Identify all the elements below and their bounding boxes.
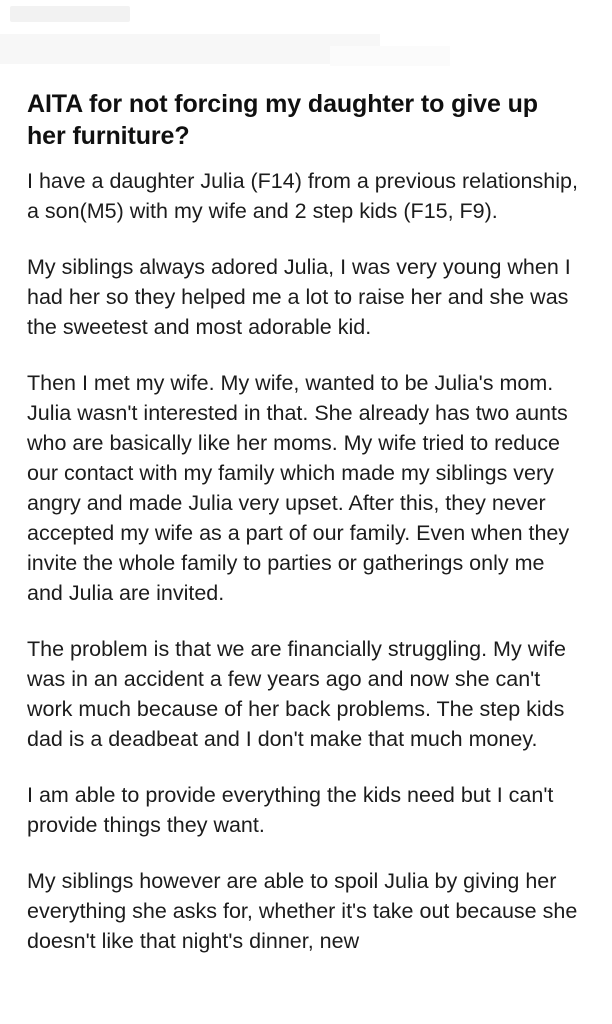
top-artifact-area — [0, 0, 612, 70]
body-paragraph: My siblings always adored Julia, I was very young when I had her so they helped me a lot to raise her and she was the sweetest and most adorable kid. — [27, 255, 571, 339]
post-body — [27, 88, 583, 956]
body-paragraph: The problem is that we are financially struggling. My wife was in an accident a few years ago and now she can't work much because of her back problems. The step kids dad is a deadbeat and I don't make that much money. — [27, 637, 566, 751]
page-title: AITA for not forcing my daughter to give up her furniture? — [27, 90, 538, 150]
body-paragraph: Then I met my wife. My wife, wanted to be Julia's mom. Julia wasn't interested in that. She already has two aunts who are basically like her moms. My wife tried to reduce our contact with my family which made my siblings very angry and made Julia very upset. After this, they never accepted my wife as a part of our family. Even when they invite the whole family to parties or gatherings only me and Julia are invited. — [27, 371, 570, 605]
bottom-fade — [0, 998, 612, 1024]
body-paragraph: I am able to provide everything the kids need but I can't provide things they want. — [27, 783, 554, 837]
body-paragraph: I have a daughter Julia (F14) from a previous relationship, a son(M5) with my wife and 2 step kids (F15, F9). — [27, 169, 578, 223]
body-paragraph: My siblings however are able to spoil Julia by giving her everything she asks for, whether it's take out because she doesn't like that night's dinner, new — [27, 869, 578, 953]
artifact-block-b — [0, 34, 380, 64]
artifact-block-a — [10, 6, 130, 22]
artifact-block-c — [330, 46, 450, 66]
